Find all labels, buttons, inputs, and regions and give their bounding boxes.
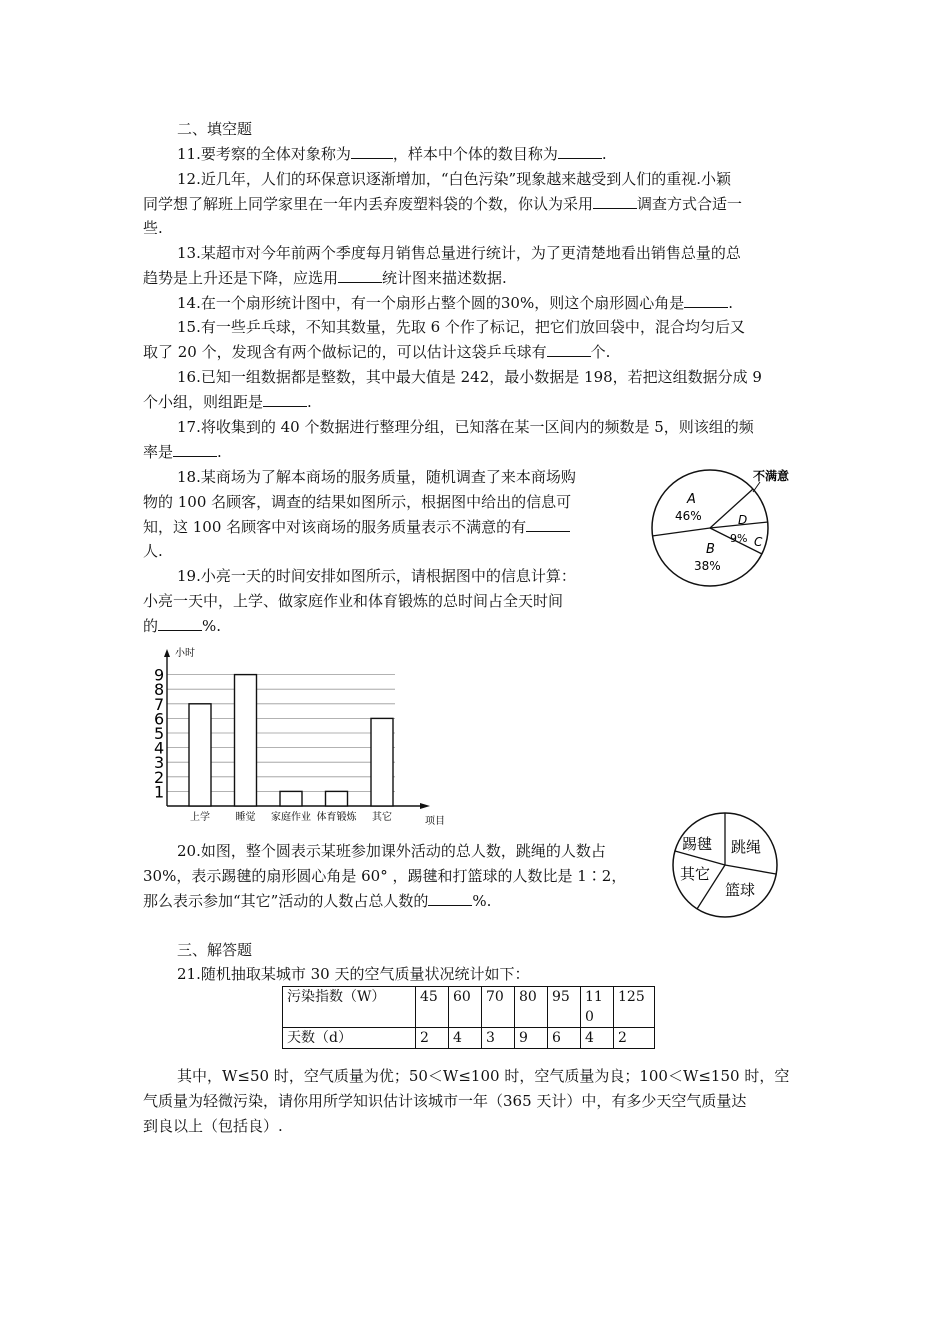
table-cell: 125 xyxy=(614,987,655,1028)
section-solve-title: 三、解答题 xyxy=(177,941,253,959)
table-cell: 11 0 xyxy=(581,987,614,1028)
pie-value-b: 38% xyxy=(694,559,721,573)
chart-y-tick-label: 2 xyxy=(154,767,165,787)
pie-label-c: C xyxy=(754,535,763,549)
chart-y-axis-label: 小时 xyxy=(175,648,195,659)
question-21-line3: 到良以上（包括良）. xyxy=(143,1117,283,1135)
chart-y-tick-label: 1 xyxy=(154,782,165,802)
question-18-line2: 物的 100 名顾客，调查的结果如图所示，根据图中给出的信息可 xyxy=(143,493,572,511)
chart-bar xyxy=(326,791,348,806)
answer-blank[interactable] xyxy=(593,194,637,209)
table-row xyxy=(283,987,655,1028)
chart-bar xyxy=(189,704,211,806)
pie-label-tiaosheng: 跳绳 xyxy=(731,838,762,856)
pie-callout-line xyxy=(753,482,760,492)
question-21-line2: 气质量为轻微污染，请你用所学知识估计该城市一年（365 天计）中，有多少天空气质量达 xyxy=(143,1092,747,1110)
question-19-line1: 19.小亮一天的时间安排如图所示，请根据图中的信息计算： xyxy=(177,567,576,585)
table-cell: 6 xyxy=(548,1028,581,1049)
chart-y-tick-label: 8 xyxy=(154,680,165,700)
question-19-line2: 小亮一天中，上学、做家庭作业和体育锻炼的总时间占全天时间 xyxy=(143,592,564,610)
answer-blank[interactable] xyxy=(684,293,728,308)
question-20-line1: 20.如图，整个圆表示某班参加课外活动的总人数，跳绳的人数占 xyxy=(177,842,606,860)
question-12-line1: 12.近几年，人们的环保意识逐渐增加，“白色污染”现象越来越受到人们的重视.小颖 xyxy=(177,170,731,188)
table-cell: 45 xyxy=(416,987,449,1028)
table-cell: 60 xyxy=(449,987,482,1028)
answer-blank[interactable] xyxy=(428,891,472,906)
question-12-line3: 些. xyxy=(143,219,163,237)
question-13-line1: 13.某超市对今年前两个季度每月销售总量进行统计，为了更清楚地看出销售总量的总 xyxy=(177,244,741,262)
table-cell: 3 xyxy=(482,1028,515,1049)
satisfaction-pie-chart xyxy=(640,462,820,592)
chart-x-axis-label: 项目 xyxy=(425,816,445,827)
question-17-line2: 率是 . xyxy=(143,443,222,461)
chart-x-tick-label: 体育锻炼 xyxy=(316,812,357,823)
question-15-line2: 取了 20 个，发现含有两个做标记的，可以估计这袋乒乓球有 个. xyxy=(143,343,611,361)
table-cell: 2 xyxy=(614,1028,655,1049)
table-cell: 80 xyxy=(515,987,548,1028)
pie-value-a: 46% xyxy=(675,509,702,523)
pie-label-d: D xyxy=(738,513,748,527)
section-fill-title: 二、填空题 xyxy=(177,120,253,138)
chart-x-ticks xyxy=(190,810,392,823)
chart-bar xyxy=(371,718,393,806)
chart-y-tick-label: 3 xyxy=(154,753,165,773)
question-12-line2: 同学想了解班上同学家里在一年内丢弃废塑料袋的个数，你认为采用 调查方式合适一 xyxy=(143,195,743,213)
question-15-line1: 15.有一些乒乓球，不知其数量，先取 6 个作了标记，把它们放回袋中，混合均匀后又 xyxy=(177,318,745,336)
chart-y-tick-label: 5 xyxy=(154,724,165,743)
chart-x-axis-arrow xyxy=(420,803,430,809)
chart-y-tick-label: 7 xyxy=(154,694,165,714)
answer-blank[interactable] xyxy=(526,517,570,532)
question-16-line1: 16.已知一组数据都是整数，其中最大值是 242，最小数据是 198，若把这组数据分成 9 xyxy=(177,368,762,386)
chart-y-axis-arrow xyxy=(164,649,170,657)
pie-label-a: A xyxy=(687,492,696,507)
pie-label-lanqiu: 篮球 xyxy=(725,881,756,899)
table-header-cell: 天数（d） xyxy=(283,1028,416,1049)
chart-y-tick-label: 4 xyxy=(154,738,165,758)
pie-label-unsatisfied: 不满意 xyxy=(753,469,790,483)
table-cell: 4 xyxy=(581,1028,614,1049)
answer-blank[interactable] xyxy=(547,342,591,357)
pie-label-qita: 其它 xyxy=(680,865,711,883)
chart-x-tick-label: 家庭作业 xyxy=(271,812,311,823)
table-row xyxy=(283,1028,655,1049)
chart-bar xyxy=(235,675,257,806)
chart-y-ticks xyxy=(154,666,164,802)
chart-y-tick-label: 9 xyxy=(154,665,165,685)
question-13-line2: 趋势是上升还是下降，应选用 统计图来描述数据. xyxy=(143,269,507,287)
table-cell: 95 xyxy=(548,987,581,1028)
table-cell: 9 xyxy=(515,1028,548,1049)
question-19-line3: 的 %. xyxy=(143,617,222,635)
table-cell: 4 xyxy=(449,1028,482,1049)
chart-bars xyxy=(189,675,393,806)
question-21-intro: 21.随机抽取某城市 30 天的空气质量状况统计如下： xyxy=(177,965,530,983)
chart-bar xyxy=(280,791,302,806)
question-17-line1: 17.将收集到的 40 个数据进行整理分组，已知落在某一区间内的频数是 5，则该组的频 xyxy=(177,418,754,436)
chart-x-tick-label: 睡觉 xyxy=(235,812,256,823)
question-18-line4: 人. xyxy=(143,542,163,560)
chart-x-tick-label: 其它 xyxy=(372,812,392,823)
table-cell: 2 xyxy=(416,1028,449,1049)
air-quality-table xyxy=(282,986,655,1049)
answer-blank[interactable] xyxy=(173,442,217,457)
table-cell: 70 xyxy=(482,987,515,1028)
question-18-line3: 知，这 100 名顾客中对该商场的服务质量表示不满意的有 xyxy=(143,517,570,537)
question-14: 14.在一个扇形统计图中，有一个扇形占整个圆的30%，则这个扇形圆心角是 . xyxy=(177,294,733,312)
answer-blank[interactable] xyxy=(338,268,382,283)
pie-label-b: B xyxy=(706,542,715,557)
answer-blank[interactable] xyxy=(158,616,202,631)
question-21-line1: 其中，W≤50 时，空气质量为优；50＜W≤100 时，空气质量为良；100＜W≤150 时，空 xyxy=(177,1067,790,1085)
chart-y-tick-label: 6 xyxy=(154,709,165,729)
question-18-line1: 18.某商场为了解本商场的服务质量，随机调查了来本商场购 xyxy=(177,468,576,486)
question-20-line3: 那么表示参加“其它”活动的人数占总人数的 %. xyxy=(143,892,492,910)
answer-blank[interactable] xyxy=(351,144,393,159)
question-11: 11.要考察的全体对象称为 ，样本中个体的数目称为 . xyxy=(177,145,607,163)
answer-blank[interactable] xyxy=(263,392,307,407)
chart-x-tick-label: 上学 xyxy=(190,812,210,823)
pie-value-c: 9% xyxy=(730,532,748,545)
question-20-line2: 30%，表示踢毽的扇形圆心角是 60° ，踢毽和打篮球的人数比是 1∶2， xyxy=(143,867,627,885)
pie-label-tijian: 踢毽 xyxy=(682,835,713,853)
activity-pie-chart xyxy=(667,807,783,923)
answer-blank[interactable] xyxy=(558,144,602,159)
question-16-line2: 个小组，则组距是 . xyxy=(143,393,312,411)
time-bar-chart xyxy=(145,643,460,828)
table-header-cell: 污染指数（W） xyxy=(283,987,416,1028)
